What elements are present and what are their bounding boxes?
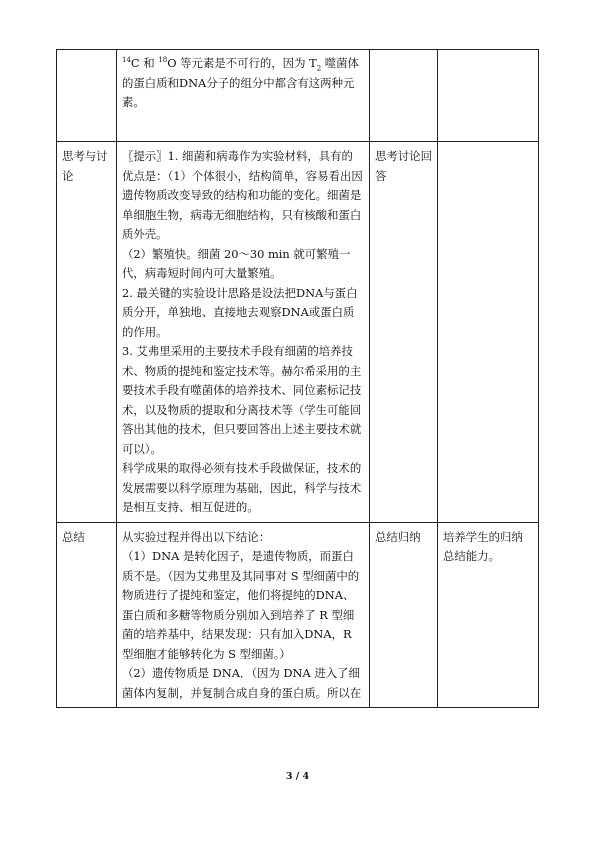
row-label: 总结 bbox=[57, 522, 117, 708]
row-content bbox=[117, 50, 370, 142]
paragraph: （1）DNA 是转化因子，是遗传物质，而蛋白质不是。（因为艾弗里及其同事对 S 型细菌中的物质进行了提纯和鉴定，他们将提纯的DNA、蛋白质和多糖等物质分别加入到培养了 R 型细菌的培养基中，结果发现：只有加入DNA，R 型细胞才能够转化为 S 型细菌。） bbox=[122, 549, 360, 661]
row-activity: 思考讨论回答 bbox=[370, 142, 438, 523]
paragraph: 〖提示〗1. 细菌和病毒作为实验材料，具有的优点是：（1）个体很小，结构简单，容易看出因遗传物质改变导致的结构和功能的变化。细菌是单细胞生物，病毒无细胞结构，只有核酸和蛋白质外壳。 bbox=[122, 149, 363, 241]
lesson-table bbox=[56, 49, 539, 708]
row-purpose bbox=[438, 50, 539, 142]
row-content bbox=[117, 522, 370, 708]
table-row bbox=[57, 142, 539, 523]
row-activity bbox=[370, 50, 438, 142]
row-purpose bbox=[438, 142, 539, 523]
row-content bbox=[117, 142, 370, 523]
table-row bbox=[57, 522, 539, 708]
paragraph: 3. 艾弗里采用的主要技术手段有细菌的培养技术、物质的提纯和鉴定技术等。赫尔希采用的主要技术手段有噬菌体的培养技术、同位素标记技术，以及物质的提取和分离技术等（学生可能回答出其他的技术，但只要回答出上述主要技术就可以）。 bbox=[122, 344, 362, 456]
row-purpose: 培养学生的归纳总结能力。 bbox=[438, 522, 539, 708]
text-run: C 和 bbox=[130, 56, 159, 70]
row-label bbox=[57, 50, 117, 142]
paragraph: 2. 最关键的实验设计思路是设法把DNA与蛋白质分开，单独地、直接地去观察DNA或蛋白质的作用。 bbox=[122, 285, 358, 339]
table-row bbox=[57, 50, 539, 142]
page-number: 3 / 4 bbox=[285, 771, 310, 782]
text-run: 噬菌体的蛋白质和DNA分子的组分中都含有这两种元素。 bbox=[122, 56, 359, 109]
paragraph: （2）遗传物质是 DNA．（因为 DNA 进入了细菌体内复制，并复制合成自身的蛋白质。所以在 bbox=[122, 666, 362, 700]
text-run: O 等元素是不可行的，因为 T bbox=[167, 56, 317, 70]
row-activity: 总结归纳 bbox=[370, 522, 438, 708]
text-run: 2 bbox=[316, 64, 322, 73]
paragraph: 从实验过程并得出以下结论： bbox=[122, 529, 271, 544]
text-run: 18 bbox=[158, 56, 168, 65]
paragraph: （2）繁殖快。细菌 20～30 min 就可繁殖一代，病毒短时间内可大量繁殖。 bbox=[122, 246, 351, 280]
text-run: 14 bbox=[122, 56, 131, 65]
paragraph: 科学成果的取得必须有技术手段做保证，技术的发展需要以科学原理为基础，因此，科学与技术是相互支持、相互促进的。 bbox=[122, 461, 362, 514]
row-label: 思考与讨论 bbox=[57, 142, 117, 523]
